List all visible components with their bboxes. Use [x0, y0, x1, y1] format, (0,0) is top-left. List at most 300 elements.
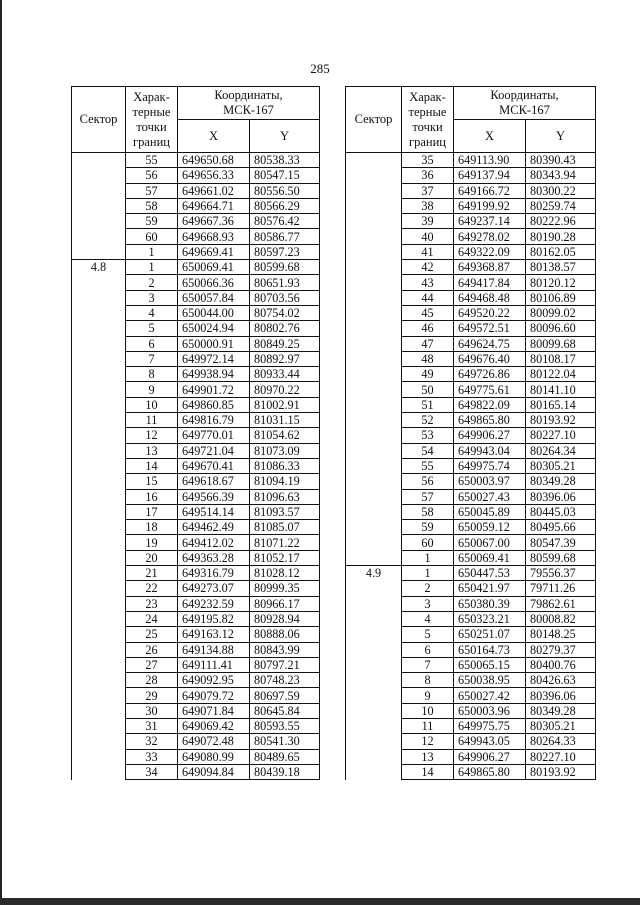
table-row [72, 749, 320, 764]
header-coordinates-line-2: МСК-167 [499, 103, 550, 117]
table-row [72, 198, 320, 213]
x-coordinate-cell: 650164.73 [454, 642, 526, 657]
table-row [346, 458, 596, 473]
sector-cell [346, 397, 402, 412]
point-number-cell: 45 [402, 305, 454, 320]
x-coordinate-cell: 650000.91 [178, 336, 250, 351]
point-number-cell: 48 [402, 351, 454, 366]
point-number-cell: 55 [126, 153, 178, 168]
table-row [346, 198, 596, 213]
x-coordinate-cell: 650003.96 [454, 703, 526, 718]
table-row [72, 566, 320, 581]
point-number-cell: 19 [126, 535, 178, 550]
table-row [72, 688, 320, 703]
y-coordinate-cell: 80259.74 [526, 198, 596, 213]
point-number-cell: 55 [402, 458, 454, 473]
y-coordinate-cell: 80843.99 [250, 642, 320, 657]
point-number-cell: 17 [126, 504, 178, 519]
table-row [346, 275, 596, 290]
x-coordinate-cell: 650059.12 [454, 520, 526, 535]
table-row [346, 305, 596, 320]
y-coordinate-cell: 80645.84 [250, 703, 320, 718]
y-coordinate-cell: 80122.04 [526, 367, 596, 382]
point-number-cell: 54 [402, 443, 454, 458]
y-coordinate-cell: 79862.61 [526, 596, 596, 611]
table-row [346, 764, 596, 779]
header-x: X [454, 120, 526, 153]
table-row [72, 290, 320, 305]
sector-cell [72, 244, 126, 259]
sector-cell [72, 642, 126, 657]
header-coordinates [454, 87, 596, 120]
x-coordinate-cell: 649650.68 [178, 153, 250, 168]
header-sector: Сектор [72, 87, 126, 153]
x-coordinate-cell: 649667.36 [178, 214, 250, 229]
y-coordinate-cell: 80597.23 [250, 244, 320, 259]
point-number-cell: 9 [402, 688, 454, 703]
sector-cell [72, 611, 126, 626]
point-number-cell: 35 [402, 153, 454, 168]
table-row [72, 351, 320, 366]
y-coordinate-cell: 81028.12 [250, 566, 320, 581]
table-row [72, 489, 320, 504]
point-number-cell: 31 [126, 718, 178, 733]
point-number-cell: 6 [126, 336, 178, 351]
y-coordinate-cell: 80396.06 [526, 489, 596, 504]
x-coordinate-cell: 650044.00 [178, 305, 250, 320]
table-row [346, 718, 596, 733]
x-coordinate-cell: 650066.36 [178, 275, 250, 290]
table-row [72, 244, 320, 259]
y-coordinate-cell: 80538.33 [250, 153, 320, 168]
header-y: Y [250, 120, 320, 153]
sector-cell [72, 321, 126, 336]
x-coordinate-cell: 649669.41 [178, 244, 250, 259]
sector-cell [72, 504, 126, 519]
table-row [72, 168, 320, 183]
table-row [72, 581, 320, 596]
sector-cell [72, 229, 126, 244]
point-number-cell: 29 [126, 688, 178, 703]
point-number-cell: 57 [402, 489, 454, 504]
sector-cell [346, 734, 402, 749]
sector-cell [346, 596, 402, 611]
y-coordinate-cell: 80138.57 [526, 260, 596, 275]
x-coordinate-cell: 649134.88 [178, 642, 250, 657]
point-number-cell: 1 [402, 566, 454, 581]
sector-cell [346, 764, 402, 779]
table-row [346, 290, 596, 305]
point-number-cell: 7 [402, 657, 454, 672]
y-coordinate-cell: 80096.60 [526, 321, 596, 336]
y-coordinate-cell: 80576.42 [250, 214, 320, 229]
y-coordinate-cell: 80892.97 [250, 351, 320, 366]
table-row [72, 428, 320, 443]
x-coordinate-cell: 649661.02 [178, 183, 250, 198]
sector-cell [346, 305, 402, 320]
sector-cell [346, 657, 402, 672]
table-row [72, 305, 320, 320]
y-coordinate-cell: 81086.33 [250, 458, 320, 473]
header-points-line-4: границ [409, 134, 446, 149]
x-coordinate-cell: 649676.40 [454, 351, 526, 366]
y-coordinate-cell: 80264.34 [526, 443, 596, 458]
sector-cell [346, 183, 402, 198]
header-coordinates [178, 87, 320, 120]
sector-cell [346, 688, 402, 703]
x-coordinate-cell: 650027.43 [454, 489, 526, 504]
x-coordinate-cell: 649822.09 [454, 397, 526, 412]
x-coordinate-cell: 649865.80 [454, 413, 526, 428]
y-coordinate-cell: 80108.17 [526, 351, 596, 366]
y-coordinate-cell: 80008.82 [526, 611, 596, 626]
point-number-cell: 3 [402, 596, 454, 611]
y-coordinate-cell: 80547.39 [526, 535, 596, 550]
point-number-cell: 47 [402, 336, 454, 351]
sector-cell [346, 290, 402, 305]
header-points-line-4: границ [133, 134, 170, 149]
header-coordinates-line-1: Координаты, [490, 88, 559, 102]
point-number-cell: 16 [126, 489, 178, 504]
x-coordinate-cell: 650024.94 [178, 321, 250, 336]
coordinates-table-right [345, 86, 596, 780]
page-number: 285 [310, 61, 330, 76]
point-number-cell: 27 [126, 657, 178, 672]
point-number-cell: 58 [402, 504, 454, 519]
x-coordinate-cell: 649316.79 [178, 566, 250, 581]
y-coordinate-cell: 81094.19 [250, 474, 320, 489]
point-number-cell: 8 [126, 367, 178, 382]
x-coordinate-cell: 649901.72 [178, 382, 250, 397]
point-number-cell: 51 [402, 397, 454, 412]
table-row [346, 382, 596, 397]
x-coordinate-cell: 649816.79 [178, 413, 250, 428]
point-number-cell: 6 [402, 642, 454, 657]
table-row [72, 734, 320, 749]
point-number-cell: 13 [126, 443, 178, 458]
y-coordinate-cell: 80748.23 [250, 673, 320, 688]
table-row [72, 183, 320, 198]
table-row [346, 611, 596, 626]
y-coordinate-cell: 80264.33 [526, 734, 596, 749]
table-row [72, 673, 320, 688]
point-number-cell: 32 [126, 734, 178, 749]
x-coordinate-cell: 650323.21 [454, 611, 526, 626]
y-coordinate-cell: 80703.56 [250, 290, 320, 305]
sector-cell [72, 428, 126, 443]
x-coordinate-cell: 649775.61 [454, 382, 526, 397]
y-coordinate-cell: 80120.12 [526, 275, 596, 290]
table-row [346, 734, 596, 749]
y-coordinate-cell: 80165.14 [526, 397, 596, 412]
x-coordinate-cell: 649906.27 [454, 428, 526, 443]
table-row [346, 428, 596, 443]
table-row [346, 566, 596, 581]
x-coordinate-cell: 649412.02 [178, 535, 250, 550]
sector-cell [72, 520, 126, 535]
y-coordinate-cell: 80300.22 [526, 183, 596, 198]
y-coordinate-cell: 80797.21 [250, 657, 320, 672]
sector-cell [346, 458, 402, 473]
sector-cell [346, 275, 402, 290]
sector-cell [346, 673, 402, 688]
point-number-cell: 53 [402, 428, 454, 443]
x-coordinate-cell: 649071.84 [178, 703, 250, 718]
y-coordinate-cell: 81031.15 [250, 413, 320, 428]
sector-cell [72, 550, 126, 565]
table-row [346, 474, 596, 489]
point-number-cell: 4 [402, 611, 454, 626]
table-row [346, 489, 596, 504]
sector-cell [346, 244, 402, 259]
x-coordinate-cell: 649195.82 [178, 611, 250, 626]
point-number-cell: 25 [126, 627, 178, 642]
y-coordinate-cell: 80439.18 [250, 764, 320, 779]
y-coordinate-cell: 80227.10 [526, 749, 596, 764]
point-number-cell: 7 [126, 351, 178, 366]
x-coordinate-cell: 649166.72 [454, 183, 526, 198]
point-number-cell: 23 [126, 596, 178, 611]
point-number-cell: 13 [402, 749, 454, 764]
coordinates-table-left [71, 86, 320, 780]
sector-cell [72, 290, 126, 305]
point-number-cell: 9 [126, 382, 178, 397]
x-coordinate-cell: 649860.85 [178, 397, 250, 412]
y-coordinate-cell: 81071.22 [250, 535, 320, 550]
point-number-cell: 34 [126, 764, 178, 779]
sector-cell [72, 367, 126, 382]
x-coordinate-cell: 650067.00 [454, 535, 526, 550]
table-row [346, 443, 596, 458]
point-number-cell: 4 [126, 305, 178, 320]
table-row [72, 321, 320, 336]
sector-cell [72, 153, 126, 168]
x-coordinate-cell: 649417.84 [454, 275, 526, 290]
y-coordinate-cell: 80396.06 [526, 688, 596, 703]
point-number-cell: 5 [126, 321, 178, 336]
header-sector: Сектор [346, 87, 402, 153]
table-row [346, 550, 596, 565]
sector-cell [72, 627, 126, 642]
table-row [72, 627, 320, 642]
x-coordinate-cell: 649865.80 [454, 764, 526, 779]
sector-cell [346, 520, 402, 535]
x-coordinate-cell: 649566.39 [178, 489, 250, 504]
sector-cell [72, 336, 126, 351]
point-number-cell: 40 [402, 229, 454, 244]
sector-cell [346, 611, 402, 626]
point-number-cell: 11 [402, 718, 454, 733]
point-number-cell: 30 [126, 703, 178, 718]
point-number-cell: 15 [126, 474, 178, 489]
header-points-line-1: Харак- [409, 89, 446, 104]
table-row [346, 260, 596, 275]
x-coordinate-cell: 650380.39 [454, 596, 526, 611]
header-x: X [178, 120, 250, 153]
table-row [72, 764, 320, 779]
y-coordinate-cell: 80279.37 [526, 642, 596, 657]
y-coordinate-cell: 81085.07 [250, 520, 320, 535]
sector-cell [72, 718, 126, 733]
y-coordinate-cell: 81054.62 [250, 428, 320, 443]
table-row [72, 336, 320, 351]
sector-cell [72, 673, 126, 688]
x-coordinate-cell: 649624.75 [454, 336, 526, 351]
x-coordinate-cell: 649906.27 [454, 749, 526, 764]
x-coordinate-cell: 649113.90 [454, 153, 526, 168]
sector-cell [346, 535, 402, 550]
table-row [346, 183, 596, 198]
y-coordinate-cell: 80390.43 [526, 153, 596, 168]
table-row [346, 413, 596, 428]
y-coordinate-cell: 80193.92 [526, 413, 596, 428]
sector-cell [346, 627, 402, 642]
point-number-cell: 56 [126, 168, 178, 183]
x-coordinate-cell: 649770.01 [178, 428, 250, 443]
x-coordinate-cell: 649069.42 [178, 718, 250, 733]
point-number-cell: 8 [402, 673, 454, 688]
sector-cell [72, 214, 126, 229]
y-coordinate-cell: 80566.29 [250, 198, 320, 213]
table-row [72, 535, 320, 550]
point-number-cell: 18 [126, 520, 178, 535]
y-coordinate-cell: 80162.05 [526, 244, 596, 259]
x-coordinate-cell: 649943.04 [454, 443, 526, 458]
table-row [72, 703, 320, 718]
sector-cell [72, 198, 126, 213]
point-number-cell: 28 [126, 673, 178, 688]
scan-left-edge [0, 0, 2, 905]
sector-cell [72, 566, 126, 581]
point-number-cell: 43 [402, 275, 454, 290]
sector-cell [72, 581, 126, 596]
y-coordinate-cell: 80489.65 [250, 749, 320, 764]
y-coordinate-cell: 80754.02 [250, 305, 320, 320]
point-number-cell: 20 [126, 550, 178, 565]
point-number-cell: 59 [126, 214, 178, 229]
x-coordinate-cell: 649163.12 [178, 627, 250, 642]
y-coordinate-cell: 81073.09 [250, 443, 320, 458]
y-coordinate-cell: 80426.63 [526, 673, 596, 688]
point-number-cell: 26 [126, 642, 178, 657]
sector-cell: 4.8 [72, 260, 126, 275]
y-coordinate-cell: 80599.68 [526, 550, 596, 565]
x-coordinate-cell: 649520.22 [454, 305, 526, 320]
x-coordinate-cell: 649111.41 [178, 657, 250, 672]
sector-cell: 4.9 [346, 566, 402, 581]
x-coordinate-cell: 649363.28 [178, 550, 250, 565]
sector-cell [346, 229, 402, 244]
x-coordinate-cell: 649322.09 [454, 244, 526, 259]
sector-cell [72, 734, 126, 749]
table-left-body [72, 153, 320, 780]
x-coordinate-cell: 649943.05 [454, 734, 526, 749]
x-coordinate-cell: 649972.14 [178, 351, 250, 366]
y-coordinate-cell: 80593.55 [250, 718, 320, 733]
table-row [346, 168, 596, 183]
header-characteristic-points [402, 87, 454, 153]
y-coordinate-cell: 80999.35 [250, 581, 320, 596]
table-row [72, 520, 320, 535]
x-coordinate-cell: 649975.75 [454, 718, 526, 733]
point-number-cell: 14 [402, 764, 454, 779]
table-row [72, 260, 320, 275]
point-number-cell: 1 [126, 260, 178, 275]
table-row [346, 673, 596, 688]
point-number-cell: 21 [126, 566, 178, 581]
table-row [346, 336, 596, 351]
table-row [346, 367, 596, 382]
x-coordinate-cell: 649273.07 [178, 581, 250, 596]
sector-cell [346, 642, 402, 657]
y-coordinate-cell: 80305.21 [526, 718, 596, 733]
x-coordinate-cell: 649721.04 [178, 443, 250, 458]
point-number-cell: 60 [126, 229, 178, 244]
x-coordinate-cell: 649094.84 [178, 764, 250, 779]
y-coordinate-cell: 80547.15 [250, 168, 320, 183]
sector-cell [346, 703, 402, 718]
point-number-cell: 1 [126, 244, 178, 259]
header-y: Y [526, 120, 596, 153]
table-row [72, 718, 320, 733]
x-coordinate-cell: 649237.14 [454, 214, 526, 229]
sector-cell [72, 489, 126, 504]
y-coordinate-cell: 81052.17 [250, 550, 320, 565]
sector-cell [72, 443, 126, 458]
header-points-line-3: точки [412, 119, 443, 134]
x-coordinate-cell: 649462.49 [178, 520, 250, 535]
y-coordinate-cell: 80599.68 [250, 260, 320, 275]
point-number-cell: 58 [126, 198, 178, 213]
y-coordinate-cell: 80305.21 [526, 458, 596, 473]
point-number-cell: 2 [126, 275, 178, 290]
table-row [72, 275, 320, 290]
header-points-line-2: терные [408, 104, 447, 119]
y-coordinate-cell: 80222.96 [526, 214, 596, 229]
header-characteristic-points [126, 87, 178, 153]
table-row [346, 596, 596, 611]
x-coordinate-cell: 650057.84 [178, 290, 250, 305]
sector-cell [346, 153, 402, 168]
point-number-cell: 41 [402, 244, 454, 259]
table-row [72, 397, 320, 412]
table-row [346, 153, 596, 168]
y-coordinate-cell: 80190.28 [526, 229, 596, 244]
header-points-line-2: терные [132, 104, 171, 119]
table-row [346, 520, 596, 535]
sector-cell [72, 351, 126, 366]
point-number-cell: 3 [126, 290, 178, 305]
table-row [72, 642, 320, 657]
point-number-cell: 12 [402, 734, 454, 749]
x-coordinate-cell: 650065.15 [454, 657, 526, 672]
x-coordinate-cell: 650447.53 [454, 566, 526, 581]
table-row [346, 688, 596, 703]
y-coordinate-cell: 80148.25 [526, 627, 596, 642]
sector-cell [346, 443, 402, 458]
y-coordinate-cell: 80541.30 [250, 734, 320, 749]
sector-cell [346, 489, 402, 504]
sector-cell [72, 703, 126, 718]
y-coordinate-cell: 80933.44 [250, 367, 320, 382]
table-row [346, 214, 596, 229]
y-coordinate-cell: 80697.59 [250, 688, 320, 703]
point-number-cell: 38 [402, 198, 454, 213]
x-coordinate-cell: 649092.95 [178, 673, 250, 688]
x-coordinate-cell: 649975.74 [454, 458, 526, 473]
table-row [72, 214, 320, 229]
point-number-cell: 12 [126, 428, 178, 443]
